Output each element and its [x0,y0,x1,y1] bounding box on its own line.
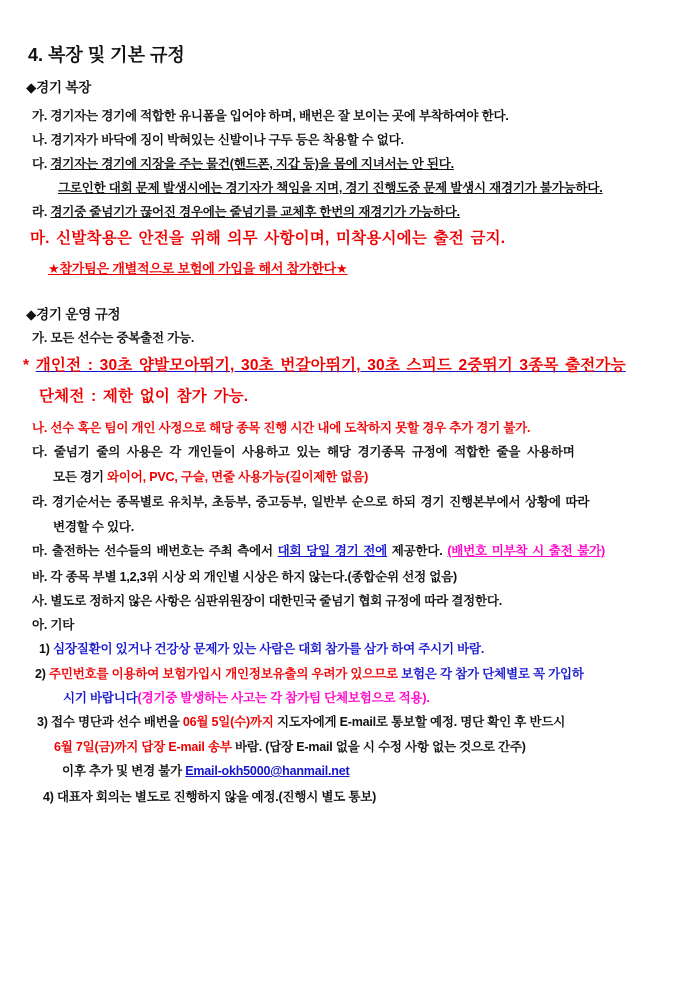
etc-item-3-cont2 [62,764,349,778]
etc-item-2-prefix: 2) [35,667,49,681]
op-rule-sa-referee [32,594,502,608]
op-rule-ma-black2: 제공한다. [387,544,448,558]
etc-item-3-black2: 지도자에게 E-mail로 통보할 예정. 명단 확인 후 반드시 [273,715,566,729]
dress-rule-da-prefix: 다. [32,157,51,171]
op-rule-ma-bib-number [32,544,605,558]
page-title-text: 4. 복장 및 기본 규정 [28,45,185,65]
op-rule-da-rope-line1 [32,445,575,459]
etc-item-2-blue: 보험은 각 참가 단체별로 꼭 가입하 [401,667,584,681]
etc-item-3-black1: 3) 접수 명단과 선수 배번을 [37,715,183,729]
op-rule-ra-order-line1 [32,495,589,509]
etc-item-2-cont-blue: 시기 바랍니다 [63,691,138,705]
dress-rule-ma-text: 마. 신발착용은 안전을 위해 의무 사항이며, 미착용시에는 출전 금지. [30,230,506,247]
op-rule-ma-black1: 마. 출전하는 선수들의 배번호는 주최 측에서 [32,544,278,558]
section-dress-header-text: ◆경기 복장 [26,80,92,95]
section-operation-header-text: ◆경기 운영 규정 [26,307,121,322]
etc-item-3-cont1-black: 바람. (답장 E-mail 없을 시 수정 사항 없는 것으로 간주) [231,740,526,754]
op-rule-ra-line2-text: 변경할 수 있다. [53,520,135,534]
dress-rule-da [32,157,454,171]
etc-item-1-health [39,642,484,656]
op-team-events [39,388,248,406]
etc-item-2-cont-magenta: (경기중 발생하는 사고는 각 참가팀 단체보험으로 적용). [137,691,430,705]
dress-rule-ga-text: 가. 경기자는 경기에 적합한 유니폼을 입어야 하며, 배번은 잘 보이는 곳에 부착하여야 한다. [32,109,509,123]
op-team-text: 단체전 : 제한 없이 참가 가능. [39,388,249,405]
op-rule-ah-etc [32,618,74,632]
op-rule-ba-text: 바. 각 종목 부별 1,2,3위 시상 외 개인별 시상은 하지 않는다.(종합순위 선정 없음) [32,570,457,584]
dress-rule-da-cont [58,181,603,195]
etc-item-2-cont [63,691,430,705]
dress-rule-ga [32,109,509,123]
op-rule-ma-magenta: (배번호 미부착 시 출전 불가) [447,544,605,558]
etc-item-1-prefix: 1) [39,642,53,656]
dress-rule-da-underlined: 경기자는 경기에 지장을 주는 물건(핸드폰, 지갑 등)을 몸에 지녀서는 안 된다. [50,157,454,171]
op-rule-ah-text: 아. 기타 [32,618,75,632]
op-rule-ra-order-line2 [53,520,134,534]
op-rule-ra-line1-text: 라. 경기순서는 종목별로 유치부, 초등부, 중고등부, 일반부 순으로 하되 경기 진행본부에서 상황에 따라 [32,495,590,509]
section-dress-header [26,80,91,96]
op-rule-sa-text: 사. 별도로 정하지 않은 사항은 심판위원장이 대한민국 줄넘기 협회 규정에 따라 결정한다. [32,594,503,608]
page-title [28,45,185,66]
insurance-star-notice-text: ★참가팀은 개별적으로 보험에 가입을 해서 참가한다★ [48,261,348,276]
op-individual-events [23,357,626,375]
op-rule-ba-awards [32,570,457,584]
etc-item-4-text: 4) 대표자 회의는 별도로 진행하지 않을 예정.(진행시 별도 통보) [43,790,377,804]
op-rule-ma-blue: 대회 당일 경기 전에 [277,544,387,558]
etc-item-1-blue: 심장질환이 있거나 건강상 문제가 있는 사람은 대회 참가를 삼가 하여 주시기 바람. [53,642,485,656]
op-rule-ga [32,331,194,345]
section-operation-header [26,307,120,323]
etc-item-2-red: 주민번호를 이용하여 보험가입시 개인정보유출의 우려가 있으므로 [49,667,402,681]
dress-rule-da-cont-text: 그로인한 대회 문제 발생시에는 경기자가 책임을 지며, 경기 진행도중 문제 발생시 재경기가 불가능하다. [58,181,603,195]
op-rule-da-line1-text: 다. 줄넘기 줄의 사용은 각 개인들이 사용하고 있는 해당 경기종목 규정에 적합한 줄을 사용하며 [32,445,575,459]
dress-rule-ma-shoes-mandatory [30,230,505,248]
etc-item-3-roster [37,715,565,729]
dress-rule-na-text: 나. 경기자가 바닥에 징이 박혀있는 신발이나 구두 등은 착용할 수 없다. [32,133,404,147]
op-individual-star: * [23,357,36,374]
op-rule-da-line2-black: 모든 경기 [53,470,108,484]
op-individual-text: 개인전 : 30초 양발모아뛰기, 30초 번갈아뛰기, 30초 스피드 2중뛰기 3종목 출전가능 [35,357,626,374]
email-link[interactable]: Email-okh5000@hanmail.net [185,764,350,778]
op-rule-ga-text: 가. 모든 선수는 중복출전 가능. [32,331,195,345]
dress-rule-ra-prefix: 라. [32,205,51,219]
etc-item-3-cont1 [54,740,526,754]
dress-rule-na [32,133,404,147]
dress-rule-ra [32,205,460,219]
op-rule-da-line2-red: 와이어, PVC, 구슬, 면줄 사용가능(길이제한 없음) [107,470,369,484]
op-rule-da-rope-line2 [53,470,368,484]
etc-item-2-insurance [35,667,584,681]
etc-item-3-cont1-red: 6월 7일(금)까지 답장 E-mail 송부 [54,740,232,754]
etc-item-3-red: 06월 5일(수)까지 [182,715,274,729]
op-rule-na-text: 나. 선수 혹은 팀이 개인 사정으로 해당 종목 진행 시간 내에 도착하지 못할 경우 추가 경기 불가. [32,421,531,435]
op-rule-na-late-arrival [32,421,530,435]
etc-item-4-meeting [43,790,376,804]
etc-item-3-cont2-black: 이후 추가 및 변경 불가 [62,764,186,778]
insurance-star-notice [48,262,348,277]
dress-rule-ra-underlined: 경기중 줄넘기가 끊어진 경우에는 줄넘기를 교체후 한번의 재경기가 가능하다. [50,205,460,219]
